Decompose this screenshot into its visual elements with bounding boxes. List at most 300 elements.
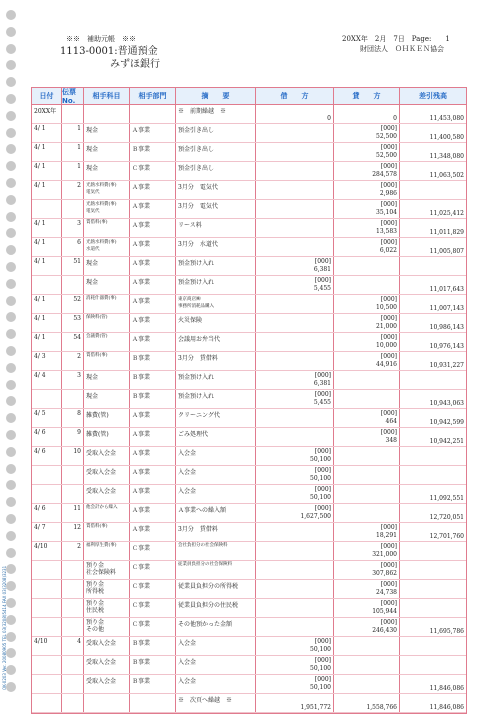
cell-desc: 入会金 <box>176 466 256 484</box>
cell-date <box>32 694 62 712</box>
cell-no: 51 <box>62 257 84 275</box>
cell-credit <box>334 675 400 693</box>
cell-no <box>62 656 84 674</box>
cell-dept: Ａ事業 <box>130 314 176 332</box>
cell-date: 4/ 7 <box>32 523 62 541</box>
cell-subject: 現金 <box>84 257 130 275</box>
cell-dept: Ａ事業 <box>130 219 176 237</box>
cell-credit: [000] 44,916 <box>334 352 400 370</box>
cell-date: 4/ 1 <box>32 257 62 275</box>
cell-subject: 預り金 住民税 <box>84 599 130 617</box>
table-row <box>32 333 466 352</box>
cell-subject: 雑費(管) <box>84 409 130 427</box>
cell-desc: ※ 次頁へ繰越 ※ <box>176 694 256 712</box>
cell-balance <box>400 447 466 465</box>
cell-date: 4/ 1 <box>32 219 62 237</box>
cell-desc: 入会金 <box>176 656 256 674</box>
cell-date <box>32 200 62 218</box>
ledger-table <box>31 87 467 714</box>
binder-hole-icon <box>6 497 16 507</box>
cell-balance: 11,453,080 <box>429 115 464 122</box>
cell-credit: [000] 13,583 <box>334 219 400 237</box>
cell-debit <box>256 580 334 598</box>
table-row <box>32 694 466 713</box>
cell-dept: Ａ事業 <box>130 504 176 522</box>
cell-no: 8 <box>62 409 84 427</box>
cell-subject: 預り金 所得税 <box>84 580 130 598</box>
cell-credit: [000] 52,500 <box>334 124 400 142</box>
cell-dept: Ａ事業 <box>130 200 176 218</box>
cell-dept: Ａ事業 <box>130 523 176 541</box>
cell-debit <box>256 542 334 560</box>
cell-date <box>32 390 62 408</box>
cell-debit <box>256 219 334 237</box>
binder-hole-icon <box>6 195 16 205</box>
cell-balance: 10,942,599 <box>429 419 464 426</box>
table-row <box>32 200 466 219</box>
cell-desc: 東京商店㈱ 事務所消耗品購入 <box>176 295 256 313</box>
cell-no <box>62 105 84 123</box>
cell-balance <box>400 599 466 617</box>
cell-desc: 3月分 電気代 <box>176 200 256 218</box>
table-row <box>32 371 466 390</box>
cell-date: 4/ 6 <box>32 447 62 465</box>
table-row <box>32 162 466 181</box>
cell-balance <box>400 466 466 484</box>
cell-dept: Ａ事業 <box>130 428 176 446</box>
cell-debit <box>256 162 334 180</box>
account-title: 1113-0001:普通預金 <box>60 46 158 57</box>
cell-credit: [000] 307,862 <box>334 561 400 579</box>
col-description: 摘 要 <box>176 88 256 104</box>
cell-date <box>32 561 62 579</box>
cell-dept: Ａ事業 <box>130 409 176 427</box>
cell-credit: [000] 246,430 <box>334 618 400 636</box>
cell-date: 4/ 6 <box>32 504 62 522</box>
cell-dept: Ａ事業 <box>130 124 176 142</box>
cell-debit <box>256 143 334 161</box>
cell-subject <box>84 694 130 712</box>
table-row <box>32 105 466 124</box>
cell-no <box>62 694 84 712</box>
cell-balance: 10,943,063 <box>429 400 464 407</box>
table-row <box>32 466 466 485</box>
cell-date: 4/ 1 <box>32 295 62 313</box>
col-credit: 貸 方 <box>334 88 400 104</box>
cell-no: 3 <box>62 371 84 389</box>
cell-credit: [000] 105,944 <box>334 599 400 617</box>
cell-debit: [000] 1,627,500 <box>256 504 334 522</box>
cell-no: 4 <box>62 637 84 655</box>
cell-dept: Ｂ事業 <box>130 352 176 370</box>
binder-hole-icon <box>6 447 16 457</box>
form-code-text: OK-0203 Ver. 20080905 TEL 03(3208)5414 FAX 03(3208)3231 <box>2 565 7 690</box>
cell-balance: 11,846,086 <box>429 685 464 692</box>
cell-desc: 従業員負担分の社会保険料 <box>176 561 256 579</box>
cell-date: 4/ 1 <box>32 314 62 332</box>
cell-desc: 預金引き出し <box>176 124 256 142</box>
cell-balance: 11,063,502 <box>429 172 464 179</box>
table-row <box>32 656 466 675</box>
table-row <box>32 618 466 637</box>
cell-subject: 受取入会金 <box>84 447 130 465</box>
cell-subject: 預り金 社会保険料 <box>84 561 130 579</box>
cell-no: 10 <box>62 447 84 465</box>
binder-hole-icon <box>6 363 16 373</box>
cell-credit: [000] 10,000 <box>334 333 400 351</box>
cell-no: 3 <box>62 219 84 237</box>
cell-subject: 受取入会金 <box>84 656 130 674</box>
cell-balance: 11,011,829 <box>429 229 464 236</box>
table-row <box>32 409 466 428</box>
cell-no <box>62 580 84 598</box>
cell-debit <box>256 314 334 332</box>
cell-subject: 光熱水料費(事) 電気代 <box>84 200 130 218</box>
table-row <box>32 561 466 580</box>
cell-debit: 0 <box>256 105 334 123</box>
cell-credit: [000] 348 <box>334 428 400 446</box>
cell-subject: 賃借料(事) <box>84 219 130 237</box>
cell-debit <box>256 599 334 617</box>
table-row <box>32 276 466 295</box>
date-page-line: 20XX年 2月 7日 Page: 1 <box>342 35 450 43</box>
cell-balance: 10,931,227 <box>429 362 464 369</box>
table-row <box>32 257 466 276</box>
cell-credit: [000] 52,500 <box>334 143 400 161</box>
cell-balance <box>400 371 466 389</box>
cell-balance <box>400 561 466 579</box>
binder-hole-icon <box>6 312 16 322</box>
bank-name: みずほ銀行 <box>110 59 160 70</box>
table-row <box>32 219 466 238</box>
cell-subject: 保険料(管) <box>84 314 130 332</box>
cell-credit <box>334 447 400 465</box>
table-row <box>32 143 466 162</box>
binder-hole-icon <box>6 329 16 339</box>
cell-credit <box>334 485 400 503</box>
binder-hole-icon <box>6 161 16 171</box>
cell-date <box>32 675 62 693</box>
cell-debit: [000] 6,381 <box>256 371 334 389</box>
cell-no <box>62 276 84 294</box>
cell-credit: [000] 284,578 <box>334 162 400 180</box>
cell-subject: 受取入会金 <box>84 637 130 655</box>
cell-subject: 受取入会金 <box>84 675 130 693</box>
cell-credit: [000] 6,022 <box>334 238 400 256</box>
cell-date: 4/ 3 <box>32 352 62 370</box>
cell-subject <box>84 105 130 123</box>
table-row <box>32 314 466 333</box>
cell-date <box>32 485 62 503</box>
cell-debit <box>256 561 334 579</box>
cell-date: 4/10 <box>32 637 62 655</box>
cell-no <box>62 618 84 636</box>
binder-hole-icon <box>6 77 16 87</box>
cell-no <box>62 485 84 503</box>
table-header <box>32 88 466 105</box>
table-row <box>32 181 466 200</box>
binder-hole-icon <box>6 228 16 238</box>
binder-hole-icon <box>6 380 16 390</box>
cell-subject: 受取入会金 <box>84 466 130 484</box>
cell-debit: 1,951,772 <box>256 694 334 712</box>
cell-debit <box>256 428 334 446</box>
col-dept: 相手部門 <box>130 88 176 104</box>
cell-dept: Ａ事業 <box>130 333 176 351</box>
col-slip-no: 伝票No. <box>62 88 84 104</box>
cell-credit: [000] 464 <box>334 409 400 427</box>
cell-no: 54 <box>62 333 84 351</box>
cell-no <box>62 561 84 579</box>
col-date: 日付 <box>32 88 62 104</box>
cell-desc: 従業員負担分の住民税 <box>176 599 256 617</box>
cell-desc: 預金引き出し <box>176 143 256 161</box>
table-row <box>32 580 466 599</box>
cell-desc: 預金預け入れ <box>176 371 256 389</box>
cell-desc: ごみ処理代 <box>176 428 256 446</box>
cell-debit <box>256 352 334 370</box>
cell-credit <box>334 466 400 484</box>
cell-date: 4/ 1 <box>32 162 62 180</box>
cell-desc: クリーニング代 <box>176 409 256 427</box>
binder-hole-icon <box>6 245 16 255</box>
cell-debit: [000] 50,100 <box>256 656 334 674</box>
cell-balance: 11,025,412 <box>429 210 464 217</box>
cell-debit: [000] 50,100 <box>256 637 334 655</box>
cell-debit: [000] 5,455 <box>256 276 334 294</box>
binder-hole-icon <box>6 111 16 121</box>
cell-dept: Ａ事業 <box>130 485 176 503</box>
cell-desc: リース料 <box>176 219 256 237</box>
cell-debit: [000] 5,455 <box>256 390 334 408</box>
cell-balance: 10,942,251 <box>429 438 464 445</box>
cell-desc: Ａ事業への繰入額 <box>176 504 256 522</box>
cell-balance: 11,400,580 <box>429 134 464 141</box>
cell-desc: 預金引き出し <box>176 162 256 180</box>
ledger-type-label: ※※ 補助元帳 ※※ <box>66 35 136 43</box>
cell-dept: Ａ事業 <box>130 447 176 465</box>
cell-dept: Ａ事業 <box>130 181 176 199</box>
cell-no: 53 <box>62 314 84 332</box>
cell-subject: 預り金 その他 <box>84 618 130 636</box>
cell-date: 4/ 6 <box>32 428 62 446</box>
cell-no <box>62 200 84 218</box>
cell-credit: 0 <box>334 105 400 123</box>
cell-date <box>32 656 62 674</box>
cell-desc: 3月分 賃借料 <box>176 523 256 541</box>
cell-no: 1 <box>62 162 84 180</box>
cell-subject: 福利厚生費(事) <box>84 542 130 560</box>
binder-hole-icon <box>6 262 16 272</box>
table-row <box>32 428 466 447</box>
table-row <box>32 599 466 618</box>
cell-dept: Ａ事業 <box>130 466 176 484</box>
cell-balance <box>400 542 466 560</box>
cell-subject: 賃借料(事) <box>84 352 130 370</box>
cell-desc: 3月分 電気代 <box>176 181 256 199</box>
cell-dept <box>130 105 176 123</box>
cell-dept: Ｂ事業 <box>130 371 176 389</box>
binder-hole-icon <box>6 144 16 154</box>
cell-desc: 預金預け入れ <box>176 257 256 275</box>
cell-subject: 賃借料(事) <box>84 523 130 541</box>
cell-balance <box>400 656 466 674</box>
cell-dept: Ａ事業 <box>130 257 176 275</box>
cell-date <box>32 618 62 636</box>
cell-subject: 現金 <box>84 371 130 389</box>
cell-subject: 雑費(管) <box>84 428 130 446</box>
cell-no: 1 <box>62 124 84 142</box>
cell-credit: [000] 321,000 <box>334 542 400 560</box>
cell-balance: 11,092,551 <box>429 495 464 502</box>
cell-credit: [000] 10,500 <box>334 295 400 313</box>
cell-credit <box>334 504 400 522</box>
cell-balance <box>400 637 466 655</box>
cell-balance: 10,976,143 <box>429 343 464 350</box>
cell-date: 20XX年 <box>32 105 62 123</box>
cell-credit <box>334 656 400 674</box>
cell-dept: Ｃ事業 <box>130 542 176 560</box>
cell-debit <box>256 523 334 541</box>
binder-hole-icon <box>6 464 16 474</box>
cell-debit <box>256 200 334 218</box>
cell-balance: 11,846,086 <box>429 704 464 711</box>
cell-no <box>62 675 84 693</box>
cell-balance: 11,005,807 <box>429 248 464 255</box>
cell-subject: 現金 <box>84 276 130 294</box>
cell-debit: [000] 50,100 <box>256 485 334 503</box>
cell-debit: [000] 6,381 <box>256 257 334 275</box>
cell-balance: 12,701,760 <box>429 533 464 540</box>
cell-debit <box>256 124 334 142</box>
binder-hole-icon <box>6 480 16 490</box>
cell-desc: ※ 前期繰越 ※ <box>176 105 256 123</box>
binder-hole-icon <box>6 296 16 306</box>
binder-hole-icon <box>6 346 16 356</box>
cell-no <box>62 599 84 617</box>
cell-dept: Ａ事業 <box>130 276 176 294</box>
cell-no: 1 <box>62 143 84 161</box>
cell-subject: 消耗什器費(事) <box>84 295 130 313</box>
cell-credit <box>334 257 400 275</box>
cell-desc: 預金預け入れ <box>176 276 256 294</box>
table-row <box>32 352 466 371</box>
col-balance: 差引残高 <box>419 92 447 100</box>
cell-dept: Ｃ事業 <box>130 618 176 636</box>
binder-hole-icon <box>6 60 16 70</box>
binder-hole-icon <box>6 44 16 54</box>
cell-debit <box>256 181 334 199</box>
cell-date: 4/ 1 <box>32 181 62 199</box>
table-row <box>32 504 466 523</box>
cell-desc: 入会金 <box>176 485 256 503</box>
cell-debit <box>256 409 334 427</box>
cell-credit: [000] 21,000 <box>334 314 400 332</box>
binder-hole-icon <box>6 10 16 20</box>
cell-date: 4/ 5 <box>32 409 62 427</box>
cell-debit <box>256 238 334 256</box>
col-debit: 借 方 <box>256 88 334 104</box>
cell-subject: 他会計から繰入 <box>84 504 130 522</box>
binder-hole-icon <box>6 128 16 138</box>
cell-date: 4/ 1 <box>32 143 62 161</box>
binder-hole-icon <box>6 94 16 104</box>
cell-desc: 会議用お弁当代 <box>176 333 256 351</box>
cell-balance <box>400 580 466 598</box>
cell-credit: [000] 35,104 <box>334 200 400 218</box>
cell-dept: Ｃ事業 <box>130 561 176 579</box>
cell-dept: Ａ事業 <box>130 238 176 256</box>
cell-no: 52 <box>62 295 84 313</box>
cell-debit: [000] 50,100 <box>256 447 334 465</box>
cell-dept <box>130 694 176 712</box>
cell-subject: 光熱水料費(事) 電気代 <box>84 181 130 199</box>
cell-date: 4/ 4 <box>32 371 62 389</box>
cell-credit <box>334 637 400 655</box>
binder-hole-icon <box>6 430 16 440</box>
cell-subject: 現金 <box>84 390 130 408</box>
cell-balance: 10,986,143 <box>429 324 464 331</box>
cell-date: 4/ 1 <box>32 238 62 256</box>
table-row <box>32 485 466 504</box>
table-body <box>32 105 466 713</box>
cell-credit <box>334 371 400 389</box>
table-row <box>32 295 466 314</box>
cell-dept: Ｂ事業 <box>130 143 176 161</box>
cell-subject: 現金 <box>84 162 130 180</box>
cell-credit: [000] 24,738 <box>334 580 400 598</box>
cell-debit <box>256 295 334 313</box>
cell-date <box>32 276 62 294</box>
cell-credit: [000] 18,291 <box>334 523 400 541</box>
cell-balance: 12,720,051 <box>429 514 464 521</box>
cell-desc: 入会金 <box>176 637 256 655</box>
binder-hole-icon <box>6 413 16 423</box>
cell-date: 4/ 1 <box>32 333 62 351</box>
cell-desc: 従業員負担分の所得税 <box>176 580 256 598</box>
cell-desc: 3月分 賃借料 <box>176 352 256 370</box>
cell-dept: Ｂ事業 <box>130 675 176 693</box>
cell-desc: 入会金 <box>176 447 256 465</box>
binder-hole-icon <box>6 396 16 406</box>
cell-no <box>62 466 84 484</box>
cell-date: 4/10 <box>32 542 62 560</box>
cell-balance <box>400 181 466 199</box>
cell-balance <box>400 257 466 275</box>
cell-dept: Ｂ事業 <box>130 637 176 655</box>
cell-subject: 現金 <box>84 124 130 142</box>
cell-no: 12 <box>62 523 84 541</box>
table-row <box>32 523 466 542</box>
cell-dept: Ａ事業 <box>130 295 176 313</box>
organization-name: 財団法人 ＯＨＫＥＮ協会 <box>360 45 444 53</box>
cell-date <box>32 599 62 617</box>
cell-credit <box>334 276 400 294</box>
cell-balance: 11,017,643 <box>429 286 464 293</box>
cell-dept: Ｂ事業 <box>130 390 176 408</box>
binder-hole-icon <box>6 279 16 289</box>
cell-subject: 光熱水料費(事) 水道代 <box>84 238 130 256</box>
table-row <box>32 124 466 143</box>
cell-credit: [000] 2,986 <box>334 181 400 199</box>
table-row <box>32 675 466 694</box>
cell-dept: Ｃ事業 <box>130 599 176 617</box>
cell-subject: 会議費(管) <box>84 333 130 351</box>
cell-debit <box>256 618 334 636</box>
cell-dept: Ｂ事業 <box>130 656 176 674</box>
cell-desc: その他預かった金額 <box>176 618 256 636</box>
table-row <box>32 447 466 466</box>
